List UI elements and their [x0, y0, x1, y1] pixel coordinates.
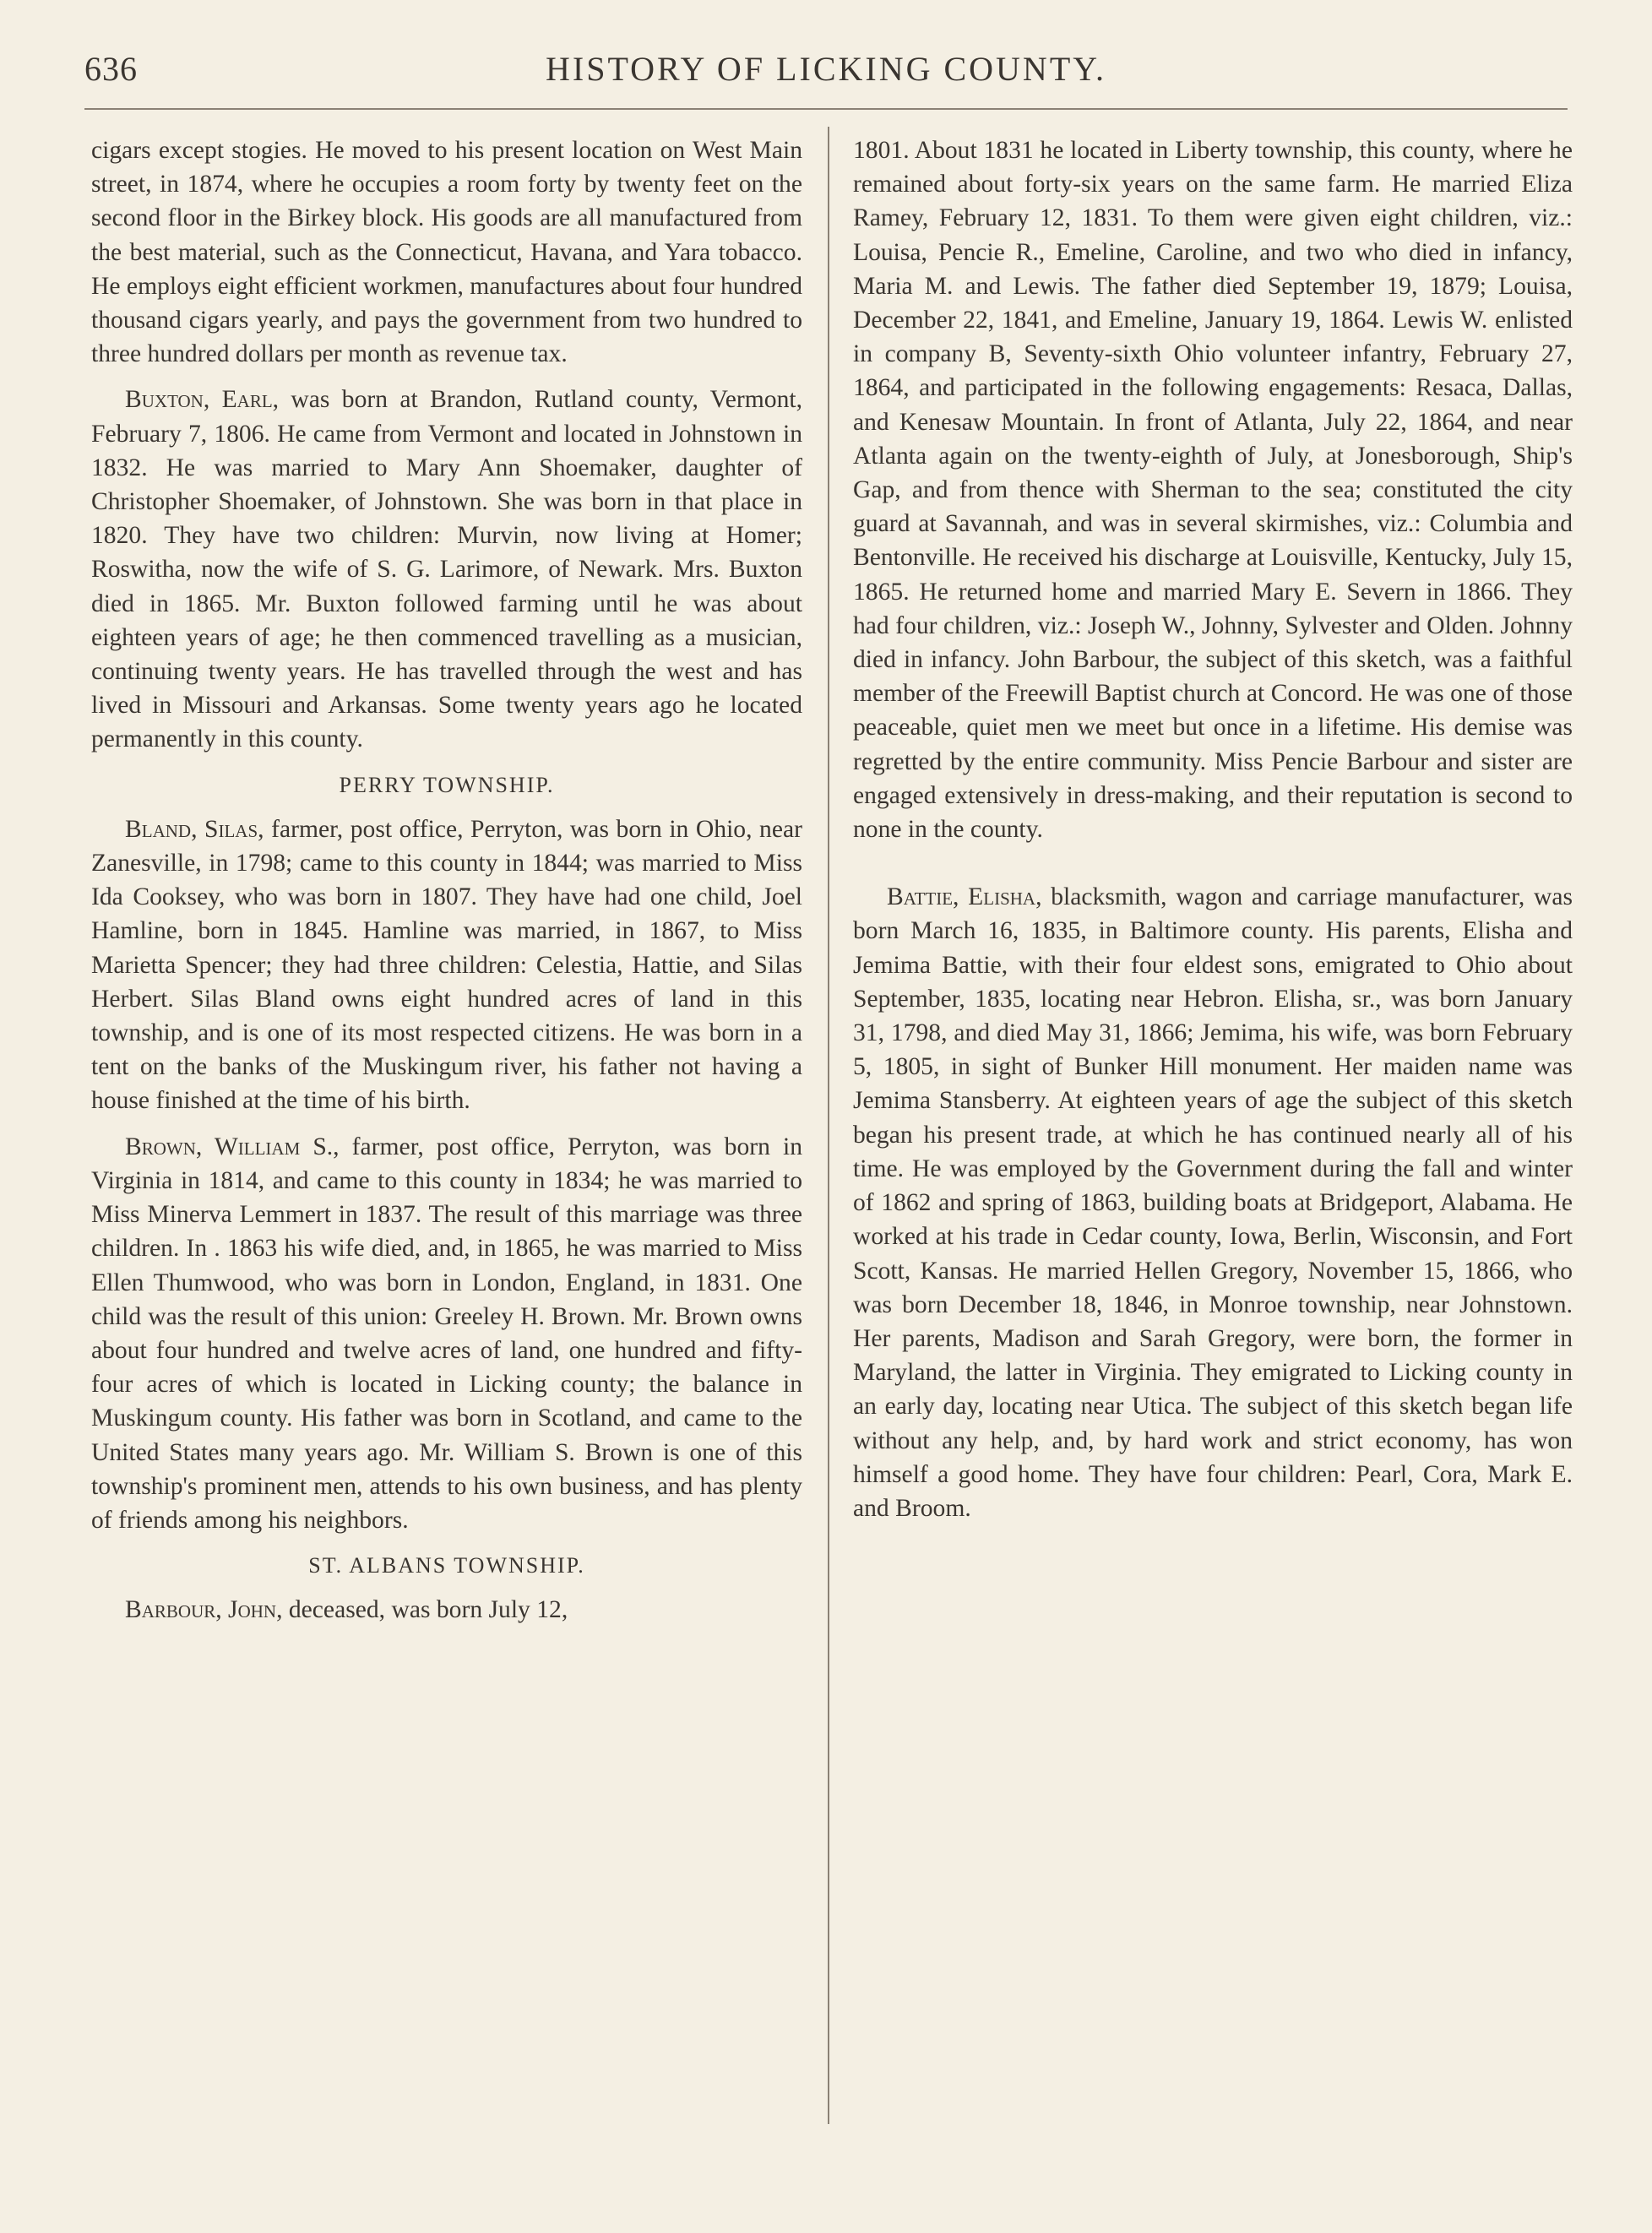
page-number: 636 — [84, 50, 138, 88]
entry-spacer — [853, 858, 1573, 880]
entry-name-bland: Bland, Silas, — [125, 815, 264, 843]
right-column — [853, 133, 1573, 1537]
column-divider — [828, 127, 829, 2124]
entry-text-brown: S., farmer, post office, Perryton, was born in Virginia in 1814, and came to this county in 1834; he was married to Miss Minerva Lemmert in 1837. The result of this marriage was three children. In . 1863 his wife died, and, in 1865, he was married to Miss Ellen Thumwood, who was born in London, England, in 1831. One child was the result of this union: Greeley H. Brown. Mr. Brown owns about four hundred and twelve acres of land, one hundred and fifty-four acres of which is located in Licking county; the balance in Muskingum county. His father was born in Scotland, and came to the United States many years ago. Mr. William S. Brown is one of this township's prominent men, attends to his own business, and has plenty of friends among his neighbors. — [91, 1133, 802, 1534]
entry-buxton — [91, 383, 802, 756]
paragraph-barbour-continued: 1801. About 1831 he located in Liberty township, this county, where he remained about forty-six years on the same farm. He married Eliza Ramey, February 12, 1831. To them were given eight children, viz.: Louisa, Pencie R., Emeline, Caroline, and two who died in infancy, Maria M. and Lewis. The father died September 19, 1879; Louisa, December 22, 1841, and Emeline, January 19, 1864. Lewis W. enlisted in company B, Seventy-sixth Ohio volunteer infantry, February 27, 1864, and participated in the following engagements: Resaca, Dallas, and Kenesaw Mountain. In front of Atlanta, July 22, 1864, and near Atlanta again on the twenty-eighth of July, at Jonesborough, Ship's Gap, and from thence with Sherman to the sea; constituted the city guard at Savannah, and was in several skirmishes, viz.: Columbia and Bentonville. He received his discharge at Louisville, Kentucky, July 15, 1865. He returned home and married Mary E. Severn in 1866. They had four children, viz.: Joseph W., Johnny, Sylvester and Olden. Johnny died in infancy. John Barbour, the subject of this sketch, was a faithful member of the Freewill Baptist church at Concord. He was one of those peaceable, quiet men we meet but once in a lifetime. His demise was regretted by the entire community. Miss Pencie Barbour and sister are engaged extensively in dress-making, and their reputation is second to none in the county. — [853, 137, 1573, 844]
entry-text-bland: farmer, post office, Perryton, was born in Ohio, near Zanesville, in 1798; came to this county in 1844; was married to Miss Ida Cooksey, who was born in 1807. They have had one child, Joel Hamline, born in 1845. Hamline was married, in 1867, to Miss Marietta Spencer; they had three children: Celestia, Hattie, and Silas Herbert. Silas Bland owns eight hundred acres of land in this township, and is one of its most respected citizens. He was born in a tent on the banks of the Muskingum river, his father not having a house finished at the time of his birth. — [91, 815, 802, 1115]
section-heading-st-albans-township: ST. ALBANS TOWNSHIP. — [308, 1553, 585, 1578]
entry-text-battie: blacksmith, wagon and carriage manufacturer, was born March 16, 1835, in Baltimore county. His parents, Elisha and Jemima Battie, with their four eldest sons, emigrated to Ohio about September, 1835, locating near Hebron. Elisha, sr., was born January 31, 1798, and died May 31, 1866; Jemima, his wife, was born February 5, 1805, in sight of Bunker Hill monument. Her maiden name was Jemima Stansberry. At eighteen years of age the subject of this sketch began his present trade, at which he has continued nearly all of his time. He was employed by the Government during the fall and winter of 1862 and spring of 1863, building boats at Bridgeport, Alabama. He worked at his trade in Cedar county, Iowa, Berlin, Wisconsin, and Fort Scott, Kansas. He married Hellen Gregory, November 15, 1866, who was born December 18, 1846, in Monroe township, near Johnstown. Her parents, Madison and Sarah Gregory, were born, the former in Maryland, the latter in Virginia. They emigrated to Licking county in an early day, locating near Utica. The subject of this sketch began life without any help, and, by hard work and strict economy, has won himself a good home. They have four children: Pearl, Cora, Mark E. and Broom. — [853, 883, 1573, 1522]
header-rule — [84, 108, 1568, 110]
entry-text-buxton: was born at Brandon, Rutland county, Vermont, February 7, 1806. He came from Vermont and located in Johnstown in 1832. He was married to Mary Ann Shoemaker, daughter of Christopher Shoemaker, of Johnstown. She was born in that place in 1820. They have two children: Murvin, now living at Homer; Roswitha, now the wife of S. G. Larimore, of Newark. Mrs. Buxton died in 1865. Mr. Buxton followed farming until he was about eighteen years of age; he then commenced travelling as a musician, continuing twenty years. He has travelled through the west and has lived in Missouri and Arkansas. Some twenty years ago he located permanently in this county. — [91, 386, 802, 753]
paragraph-cigars: cigars except stogies. He moved to his present location on West Main street, in 1874, where he occupies a room forty by twenty feet on the second floor in the Birkey block. His goods are all manufactured from the best material, such as the Connecticut, Havana, and Yara tobacco. He employs eight efficient workmen, manufactures about four hundred thousand cigars yearly, and pays the government from two hundred to three hundred dollars per month as revenue tax. — [91, 137, 802, 368]
entry-text-barbour: deceased, was born July 12, — [282, 1596, 568, 1624]
entry-name-battie: Battie, Elisha, — [887, 883, 1042, 911]
entry-name-buxton: Buxton, Earl, — [125, 386, 280, 414]
entry-bland — [91, 812, 802, 1118]
running-head-title: HISTORY OF LICKING COUNTY. — [546, 50, 1106, 88]
left-column — [91, 133, 802, 1639]
entry-barbour — [91, 1593, 802, 1627]
entry-name-barbour: Barbour, John, — [125, 1596, 283, 1624]
section-heading-perry-township: PERRY TOWNSHIP. — [339, 772, 555, 797]
entry-name-brown: Brown, William — [125, 1133, 301, 1160]
entry-battie — [853, 880, 1573, 1525]
entry-brown — [91, 1130, 802, 1537]
